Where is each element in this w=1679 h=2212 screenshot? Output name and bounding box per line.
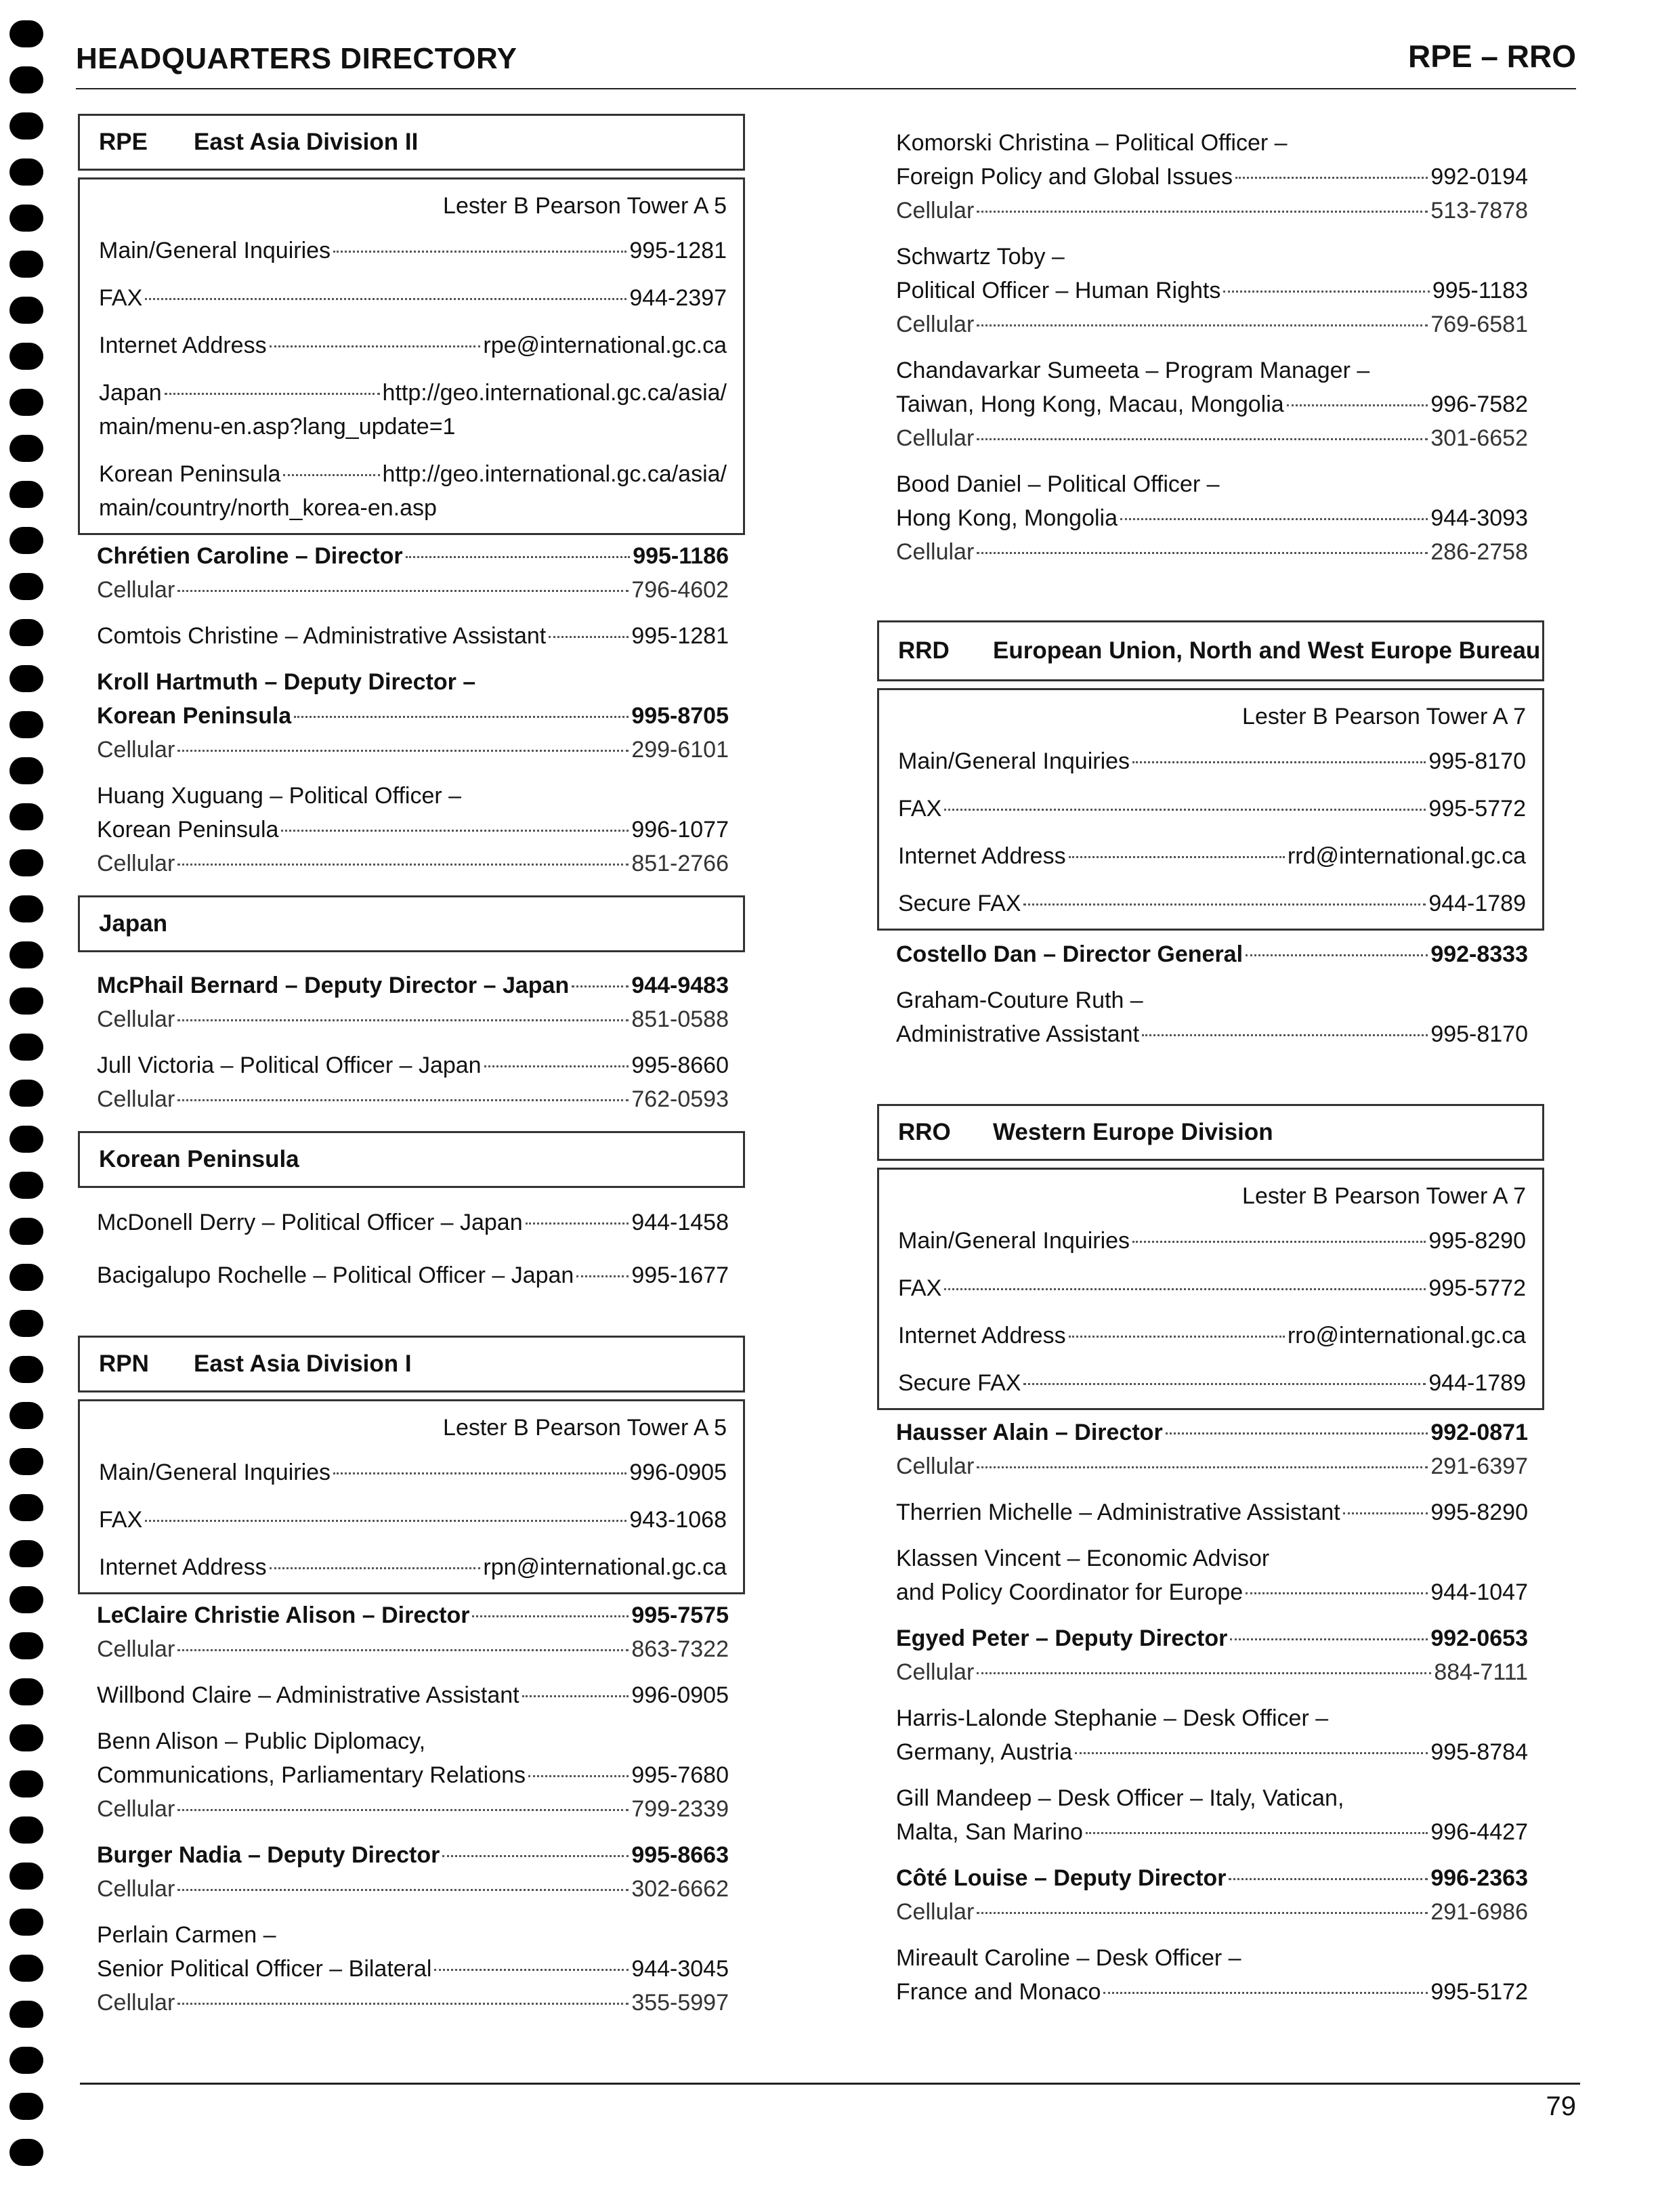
cellular-label: Cellular xyxy=(97,1796,175,1822)
person-name: Chandavarkar Sumeeta – Program Manager – xyxy=(896,358,1370,383)
phone-number: 995-8170 xyxy=(1430,1021,1528,1047)
contact-label: Korean Peninsula xyxy=(99,461,281,487)
person-title: Korean Peninsula xyxy=(97,703,292,729)
phone-number: 996-2363 xyxy=(1430,1865,1528,1891)
phone-number: 992-8333 xyxy=(1430,941,1528,967)
person-entry xyxy=(877,1941,1544,2009)
cellular-label: Cellular xyxy=(97,737,175,763)
binder-hole xyxy=(9,1494,43,1521)
cellular-number: 884-7111 xyxy=(1434,1659,1528,1685)
email-link[interactable]: rpe@international.gc.ca xyxy=(483,333,727,358)
person-entry xyxy=(78,1598,745,1666)
contact-row xyxy=(898,1366,1526,1400)
binder-hole xyxy=(9,1540,43,1567)
contact-row xyxy=(99,376,727,444)
binder-hole xyxy=(9,1310,43,1337)
binder-hole xyxy=(9,1356,43,1383)
person-name: Côté Louise – Deputy Director xyxy=(896,1865,1227,1891)
cellular-number: 769-6581 xyxy=(1430,312,1528,337)
contact-label: Main/General Inquiries xyxy=(99,1460,331,1485)
left-column xyxy=(78,114,745,2020)
contact-row xyxy=(99,328,727,362)
binder-hole xyxy=(9,481,43,508)
section-name: Western Europe Division xyxy=(993,1119,1273,1145)
binder-holes xyxy=(0,0,61,2212)
contact-value: 995-8170 xyxy=(1428,748,1526,774)
phone-number: 995-1183 xyxy=(1432,278,1528,303)
binder-hole xyxy=(9,1909,43,1936)
phone-number: 996-4427 xyxy=(1430,1819,1528,1845)
contact-row xyxy=(99,281,727,315)
cellular-number: 851-2766 xyxy=(631,851,729,876)
binder-hole xyxy=(9,1126,43,1153)
person-entry xyxy=(78,1258,745,1292)
person-entry xyxy=(877,1621,1544,1689)
binder-hole xyxy=(9,527,43,554)
contact-label: Main/General Inquiries xyxy=(898,748,1130,774)
person-title: Political Officer – Human Rights xyxy=(896,278,1221,303)
binder-hole xyxy=(9,435,43,462)
person-entry xyxy=(877,1701,1544,1769)
section-name: East Asia Division I xyxy=(194,1350,412,1377)
contact-box-rro xyxy=(877,1168,1544,1410)
cellular-label: Cellular xyxy=(896,425,975,451)
cellular-number: 302-6662 xyxy=(631,1876,729,1902)
contact-row xyxy=(898,744,1526,778)
person-title: Communications, Parliamentary Relations xyxy=(97,1762,526,1788)
binder-hole xyxy=(9,573,43,600)
url-link[interactable]: http://geo.international.gc.ca/asia/ xyxy=(382,461,727,487)
page-number: 79 xyxy=(1546,2091,1576,2121)
person-title: Senior Political Officer – Bilateral xyxy=(97,1956,432,1982)
section-code: RPN xyxy=(99,1350,149,1377)
person-name: Huang Xuguang – Political Officer – xyxy=(97,783,462,809)
cellular-label: Cellular xyxy=(896,539,975,565)
tower-location: Lester B Pearson Tower A 7 xyxy=(1242,704,1526,729)
person-entry xyxy=(877,354,1544,455)
cellular-label: Cellular xyxy=(97,1876,175,1902)
cellular-number: 291-6986 xyxy=(1430,1899,1528,1925)
contact-value: 944-1789 xyxy=(1428,891,1526,916)
contact-label: Main/General Inquiries xyxy=(99,238,331,263)
person-name: Jull Victoria – Political Officer – Japan xyxy=(97,1052,482,1078)
binder-hole xyxy=(9,251,43,278)
cellular-number: 301-6652 xyxy=(1430,425,1528,451)
person-name: Chrétien Caroline – Director xyxy=(97,543,403,569)
contact-label: Internet Address xyxy=(898,1323,1066,1348)
contact-row xyxy=(99,1550,727,1584)
contact-box-rpe xyxy=(78,177,745,535)
phone-number: 995-8660 xyxy=(631,1052,729,1078)
contact-row xyxy=(898,839,1526,873)
tower-location: Lester B Pearson Tower A 7 xyxy=(1242,1183,1526,1209)
tower-location: Lester B Pearson Tower A 5 xyxy=(443,1415,727,1441)
section-code: RRD xyxy=(898,637,950,664)
contact-value: 995-1281 xyxy=(629,238,727,263)
phone-number: 995-1677 xyxy=(631,1262,729,1288)
contact-label: Internet Address xyxy=(99,1554,267,1580)
cellular-number: 355-5997 xyxy=(631,1990,729,2016)
person-title: Hong Kong, Mongolia xyxy=(896,505,1118,531)
contact-label: FAX xyxy=(99,1507,143,1533)
email-link[interactable]: rrd@international.gc.ca xyxy=(1287,843,1526,869)
person-entry xyxy=(877,1781,1544,1849)
binder-hole xyxy=(9,1402,43,1429)
header-rule xyxy=(76,88,1576,89)
section-code: RPE xyxy=(99,129,148,155)
binder-hole xyxy=(9,2047,43,2074)
person-name: Klassen Vincent – Economic Advisor xyxy=(896,1546,1270,1571)
phone-number: 995-8705 xyxy=(631,703,729,729)
binder-hole xyxy=(9,2093,43,2120)
person-entry xyxy=(877,467,1544,569)
phone-number: 992-0653 xyxy=(1430,1625,1528,1651)
section-name: European Union, North and West Europe Bureau xyxy=(993,637,1541,664)
person-entry xyxy=(78,1678,745,1712)
contact-row xyxy=(99,457,727,525)
subsection-title: Korean Peninsula xyxy=(99,1146,299,1172)
phone-number: 995-8290 xyxy=(1430,1500,1528,1525)
contact-row xyxy=(898,1319,1526,1353)
contact-row xyxy=(898,1271,1526,1305)
phone-number: 996-7582 xyxy=(1430,391,1528,417)
phone-number: 944-3045 xyxy=(631,1956,729,1982)
person-name: McDonell Derry – Political Officer – Japan xyxy=(97,1210,523,1235)
contact-row xyxy=(99,1455,727,1489)
cellular-number: 799-2339 xyxy=(631,1796,729,1822)
contact-value: 995-5772 xyxy=(1428,1275,1526,1301)
cellular-label: Cellular xyxy=(97,1006,175,1032)
person-title: Germany, Austria xyxy=(896,1739,1073,1765)
contact-value: 996-0905 xyxy=(629,1460,727,1485)
section-name: East Asia Division II xyxy=(194,129,419,155)
cellular-label: Cellular xyxy=(896,1659,975,1685)
phone-number: 992-0871 xyxy=(1430,1420,1528,1445)
phone-number: 944-1458 xyxy=(631,1210,729,1235)
person-entry xyxy=(78,539,745,607)
person-name: Graham-Couture Ruth – xyxy=(896,987,1143,1013)
person-name: Hausser Alain – Director xyxy=(896,1420,1163,1445)
person-entry xyxy=(78,1918,745,2020)
person-name: Kroll Hartmuth – Deputy Director – xyxy=(97,669,476,695)
binder-hole xyxy=(9,343,43,370)
binder-hole xyxy=(9,1080,43,1107)
binder-hole xyxy=(9,803,43,830)
email-link[interactable]: rpn@international.gc.ca xyxy=(483,1554,727,1580)
person-name: Perlain Carmen – xyxy=(97,1922,276,1948)
binder-hole xyxy=(9,895,43,922)
section-header-rrd xyxy=(877,620,1544,681)
binder-hole xyxy=(9,711,43,738)
contact-row xyxy=(898,887,1526,920)
page-range: RPE – RRO xyxy=(1408,39,1576,74)
section-header-rpn xyxy=(78,1336,745,1392)
person-entry xyxy=(78,1048,745,1116)
binder-hole xyxy=(9,849,43,876)
person-name: McPhail Bernard – Deputy Director – Japan xyxy=(97,973,570,998)
cellular-label: Cellular xyxy=(97,1086,175,1112)
phone-number: 944-9483 xyxy=(631,973,729,998)
binder-hole xyxy=(9,205,43,232)
contact-value: 995-8290 xyxy=(1428,1228,1526,1254)
person-name: Benn Alison – Public Diplomacy, xyxy=(97,1728,426,1754)
binder-hole xyxy=(9,1172,43,1199)
phone-number: 996-1077 xyxy=(631,817,729,843)
contact-row xyxy=(99,1503,727,1537)
phone-number: 995-7575 xyxy=(631,1602,729,1628)
subsection-header-japan xyxy=(78,895,745,952)
binder-hole xyxy=(9,2001,43,2028)
person-entry xyxy=(78,779,745,880)
binder-hole xyxy=(9,1448,43,1475)
person-entry xyxy=(877,1416,1544,1483)
person-name: Komorski Christina – Political Officer – xyxy=(896,130,1288,156)
person-title: Administrative Assistant xyxy=(896,1021,1140,1047)
binder-hole xyxy=(9,757,43,784)
binder-hole xyxy=(9,1586,43,1613)
phone-number: 995-1281 xyxy=(631,623,729,649)
person-name: Bacigalupo Rochelle – Political Officer – Japan xyxy=(97,1262,574,1288)
binder-hole xyxy=(9,1770,43,1798)
cellular-number: 513-7878 xyxy=(1430,198,1528,224)
phone-number: 944-3093 xyxy=(1430,505,1528,531)
person-name: Comtois Christine – Administrative Assistant xyxy=(97,623,547,649)
person-title: Korean Peninsula xyxy=(97,817,279,843)
phone-number: 995-7680 xyxy=(631,1762,729,1788)
url-link[interactable]: http://geo.international.gc.ca/asia/ xyxy=(382,380,727,406)
phone-number: 944-1047 xyxy=(1430,1579,1528,1605)
email-link[interactable]: rro@international.gc.ca xyxy=(1287,1323,1526,1348)
binder-hole xyxy=(9,1816,43,1844)
person-name: Bood Daniel – Political Officer – xyxy=(896,471,1220,497)
cellular-label: Cellular xyxy=(896,198,975,224)
cellular-number: 762-0593 xyxy=(631,1086,729,1112)
binder-hole xyxy=(9,941,43,969)
contact-box-rrd xyxy=(877,688,1544,931)
binder-hole xyxy=(9,1264,43,1291)
binder-hole xyxy=(9,619,43,646)
person-title: Taiwan, Hong Kong, Macau, Mongolia xyxy=(896,391,1284,417)
phone-number: 992-0194 xyxy=(1430,164,1528,190)
person-name: Gill Mandeep – Desk Officer – Italy, Vatican, xyxy=(896,1785,1344,1811)
binder-hole xyxy=(9,1034,43,1061)
contact-value: 944-2397 xyxy=(629,285,727,311)
person-entry xyxy=(78,1206,745,1239)
binder-hole xyxy=(9,1632,43,1659)
person-entry xyxy=(877,126,1544,228)
person-entry xyxy=(78,665,745,767)
person-title: Foreign Policy and Global Issues xyxy=(896,164,1233,190)
contact-label: Internet Address xyxy=(898,843,1066,869)
phone-number: 995-8663 xyxy=(631,1842,729,1868)
right-column xyxy=(877,126,1544,2009)
person-title: and Policy Coordinator for Europe xyxy=(896,1579,1244,1605)
person-entry xyxy=(877,983,1544,1051)
page-title: HEADQUARTERS DIRECTORY xyxy=(76,42,517,75)
binder-hole xyxy=(9,665,43,692)
cellular-number: 863-7322 xyxy=(631,1636,729,1662)
contact-label: FAX xyxy=(898,796,942,822)
person-name: Willbond Claire – Administrative Assistant xyxy=(97,1682,519,1708)
tower-location: Lester B Pearson Tower A 5 xyxy=(443,193,727,219)
contact-row xyxy=(898,792,1526,826)
cellular-label: Cellular xyxy=(896,1453,975,1479)
binder-hole xyxy=(9,1724,43,1751)
url-link-continued[interactable]: main/menu-en.asp?lang_update=1 xyxy=(99,414,456,440)
phone-number: 995-8784 xyxy=(1430,1739,1528,1765)
cellular-number: 286-2758 xyxy=(1430,539,1528,565)
cellular-label: Cellular xyxy=(97,1636,175,1662)
contact-label: FAX xyxy=(898,1275,942,1301)
section-code: RRO xyxy=(898,1119,951,1145)
person-entry xyxy=(877,1861,1544,1929)
url-link-continued[interactable]: main/country/north_korea-en.asp xyxy=(99,495,437,521)
cellular-label: Cellular xyxy=(97,1990,175,2016)
binder-hole xyxy=(9,112,43,140)
person-title: Malta, San Marino xyxy=(896,1819,1083,1845)
binder-hole xyxy=(9,1678,43,1705)
person-title: France and Monaco xyxy=(896,1979,1101,2005)
subsection-header-korea xyxy=(78,1131,745,1188)
subsection-title: Japan xyxy=(99,910,168,937)
phone-number: 996-0905 xyxy=(631,1682,729,1708)
phone-number: 995-5172 xyxy=(1430,1979,1528,2005)
person-name: Costello Dan – Director General xyxy=(896,941,1244,967)
cellular-label: Cellular xyxy=(896,1899,975,1925)
person-entry xyxy=(78,1838,745,1906)
contact-label: FAX xyxy=(99,285,143,311)
contact-box-rpn xyxy=(78,1399,745,1594)
phone-number: 995-1186 xyxy=(633,543,729,569)
binder-hole xyxy=(9,158,43,186)
contact-label: Japan xyxy=(99,380,162,406)
cellular-number: 851-0588 xyxy=(631,1006,729,1032)
contact-value: 995-5772 xyxy=(1428,796,1526,822)
person-name: Schwartz Toby – xyxy=(896,244,1065,270)
binder-hole xyxy=(9,297,43,324)
person-name: Mireault Caroline – Desk Officer – xyxy=(896,1945,1241,1971)
contact-label: Internet Address xyxy=(99,333,267,358)
person-entry xyxy=(78,619,745,653)
section-header-rpe xyxy=(78,114,745,171)
binder-hole xyxy=(9,389,43,416)
contact-row xyxy=(898,1224,1526,1258)
cellular-label: Cellular xyxy=(97,577,175,603)
person-name: Burger Nadia – Deputy Director xyxy=(97,1842,440,1868)
binder-hole xyxy=(9,1218,43,1245)
person-entry xyxy=(877,240,1544,341)
binder-hole xyxy=(9,1863,43,1890)
person-name: Therrien Michelle – Administrative Assistant xyxy=(896,1500,1340,1525)
cellular-label: Cellular xyxy=(896,312,975,337)
binder-hole xyxy=(9,66,43,93)
person-entry xyxy=(877,1495,1544,1529)
section-header-rro xyxy=(877,1104,1544,1161)
footer-rule xyxy=(80,2083,1580,2085)
person-name: Egyed Peter – Deputy Director xyxy=(896,1625,1228,1651)
person-entry xyxy=(877,937,1544,971)
cellular-label: Cellular xyxy=(97,851,175,876)
contact-label: Secure FAX xyxy=(898,891,1021,916)
contact-value: 944-1789 xyxy=(1428,1370,1526,1396)
person-entry xyxy=(877,1541,1544,1609)
contact-label: Main/General Inquiries xyxy=(898,1228,1130,1254)
binder-hole xyxy=(9,987,43,1015)
binder-hole xyxy=(9,1955,43,1982)
contact-value: 943-1068 xyxy=(629,1507,727,1533)
person-name: LeClaire Christie Alison – Director xyxy=(97,1602,470,1628)
person-entry xyxy=(78,969,745,1036)
contact-label: Secure FAX xyxy=(898,1370,1021,1396)
binder-hole xyxy=(9,2139,43,2166)
binder-hole xyxy=(9,20,43,47)
cellular-number: 796-4602 xyxy=(631,577,729,603)
contact-row xyxy=(99,234,727,268)
person-entry xyxy=(78,1724,745,1826)
person-name: Harris-Lalonde Stephanie – Desk Officer – xyxy=(896,1705,1329,1731)
cellular-number: 299-6101 xyxy=(631,737,729,763)
cellular-number: 291-6397 xyxy=(1430,1453,1528,1479)
